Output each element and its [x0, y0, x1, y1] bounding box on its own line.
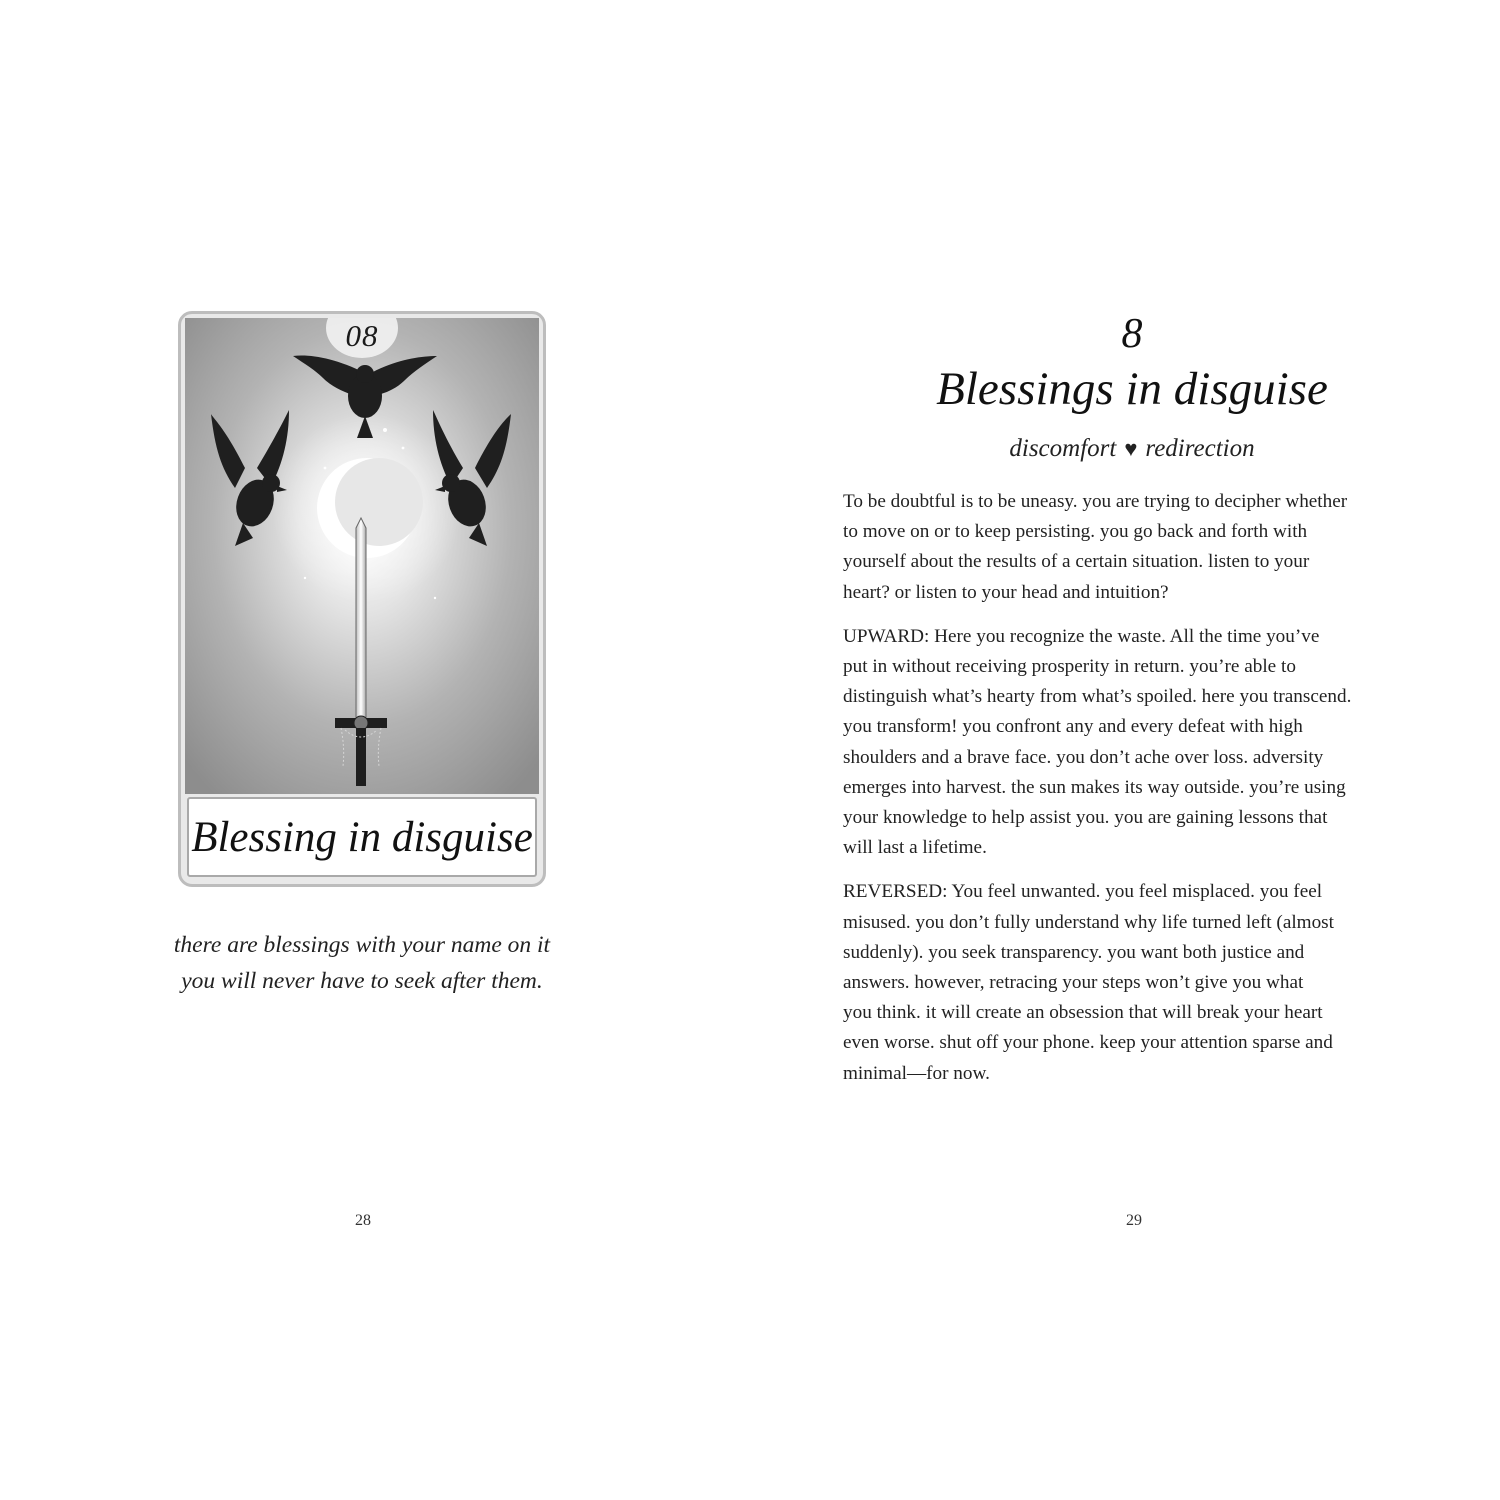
card-label-box — [187, 797, 537, 877]
entry-title: Blessings in disguise — [936, 363, 1328, 415]
card-number: 08 — [345, 318, 379, 353]
card-caption — [120, 927, 604, 999]
body-line: minimal—for now. — [843, 1062, 990, 1084]
body-line: your knowledge to help assist you. you are gaining lessons that — [843, 807, 1328, 829]
body-line: you transform! you confront any and every defeat with high — [843, 716, 1303, 738]
page-number-left: 28 — [355, 1212, 371, 1229]
body-line: emerges into harvest. the sun makes its way outside. you’re using — [843, 776, 1346, 798]
body-line: suddenly). you seek transparency. you want both justice and — [843, 941, 1305, 963]
keyword-first: discomfort — [1009, 435, 1117, 462]
body-line: will last a lifetime. — [843, 837, 987, 859]
body-line: shoulders and a brave face. you don’t ache over loss. adversity — [843, 746, 1324, 768]
caption-line: you will never have to seek after them. — [181, 968, 543, 994]
intro-paragraph — [843, 487, 1443, 608]
caption-line: there are blessings with your name on it — [173, 932, 551, 958]
upward-paragraph — [843, 622, 1443, 864]
entry-number: 8 — [1121, 311, 1143, 357]
body-line: even worse. shut off your phone. keep your attention sparse and — [843, 1032, 1333, 1054]
oracle-card — [178, 311, 546, 887]
body-line: REVERSED: You feel unwanted. you feel misplaced. you feel — [843, 881, 1323, 903]
left-page — [0, 0, 740, 1500]
body-line: distinguish what’s hearty from what’s spoiled. here you transcend. — [843, 686, 1352, 708]
body-line: To be doubtful is to be uneasy. you are trying to decipher whether — [843, 491, 1348, 512]
body-line: put in without receiving prosperity in return. you’re able to — [843, 656, 1296, 678]
entry-body — [843, 487, 1443, 1103]
body-line: answers. however, retracing your steps won’t give you what — [843, 972, 1304, 994]
keyword-second: redirection — [1145, 435, 1255, 462]
card-label: Blessing in disguise — [191, 813, 533, 861]
body-line: to move on or to keep persisting. you go back and forth with — [843, 521, 1308, 543]
entry-keywords — [910, 435, 1354, 463]
body-line: yourself about the results of a certain situation. listen to your — [843, 551, 1310, 573]
body-line: you think. it will create an obsession that will break your heart — [843, 1002, 1323, 1024]
reversed-paragraph — [843, 877, 1443, 1088]
body-line: UPWARD: Here you recognize the waste. All the time you’ve — [843, 625, 1320, 647]
heart-icon: ♥ — [1124, 436, 1138, 461]
page-number-right: 29 — [1126, 1212, 1142, 1229]
card-illustration — [185, 318, 539, 794]
body-line: heart? or listen to your head and intuition? — [843, 581, 1169, 603]
right-page — [760, 0, 1500, 1500]
body-line: misused. you don’t fully understand why life turned left (almost — [843, 911, 1334, 933]
